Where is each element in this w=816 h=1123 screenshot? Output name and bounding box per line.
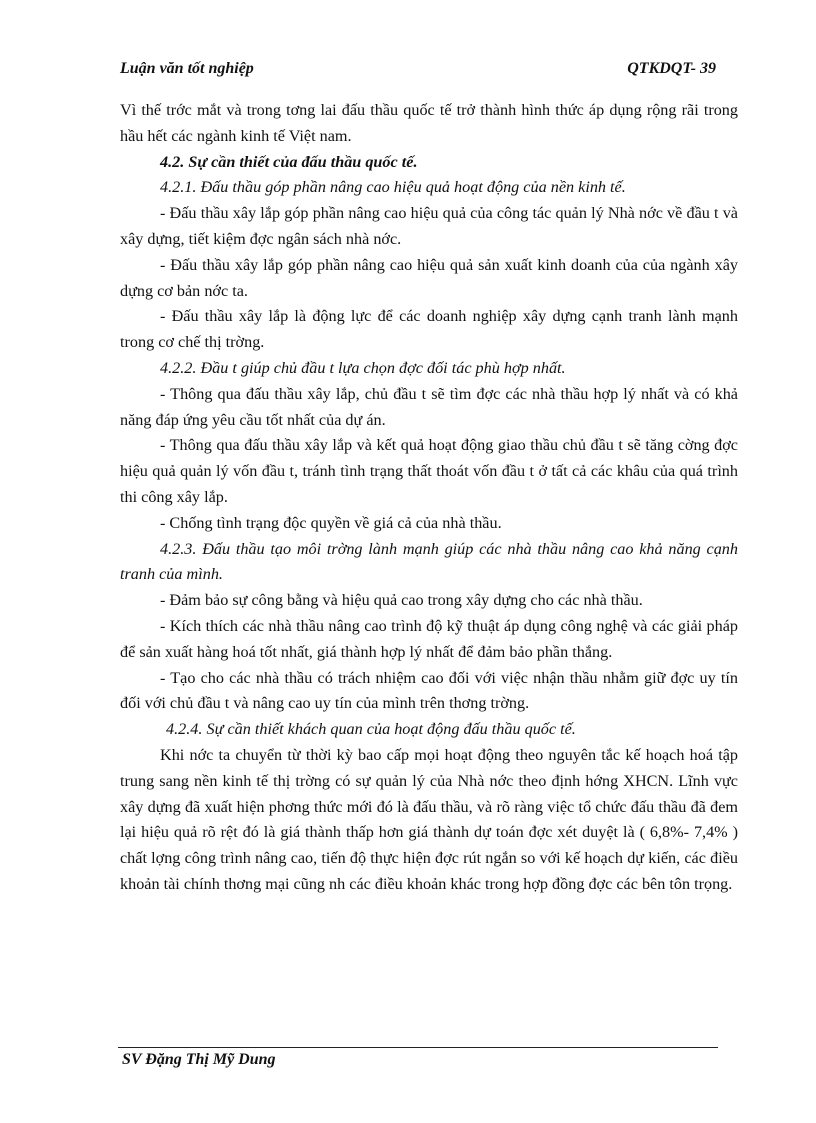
- header-thesis-title: Luận văn tốt nghiệp: [120, 60, 254, 77]
- bullet-paragraph: - Chống tình trạng độc quyền về giá cả của nhà thầu.: [160, 513, 502, 532]
- bullet-paragraph: - Tạo cho các nhà thầu có trách nhiệm cao đối với việc nhận thầu nhằm giữ đợc uy tín đối với chủ đầu t và nâng cao uy tín của mình trên thơng trờng.: [120, 668, 738, 713]
- page-header: [120, 60, 716, 84]
- bullet-paragraph: - Kích thích các nhà thầu nâng cao trình độ kỹ thuật áp dụng công nghệ và các giải pháp để sản xuất hàng hoá tốt nhất, giá thành hợp lý nhất để đảm bảo phần thắng.: [120, 616, 738, 661]
- subsection-heading: 4.2.1. Đấu thầu góp phần nâng cao hiệu quả hoạt động của nền kinh tế.: [160, 178, 626, 197]
- bullet-paragraph: - Thông qua đấu thầu xây lắp, chủ đầu t sẽ tìm đợc các nhà thầu hợp lý nhất và có khả năng đáp ứng yêu cầu tốt nhất của dự án.: [120, 384, 738, 429]
- bullet-paragraph: - Thông qua đấu thầu xây lắp và kết quả hoạt động giao thầu chủ đầu t sẽ tăng cờng đợc hiệu quả quản lý vốn đầu t, tránh tình trạng thất thoát vốn đầu t ở tất cả các khâu của quá trình thi công xây lắp.: [120, 436, 738, 506]
- subsection-heading: 4.2.2. Đầu t giúp chủ đầu t lựa chọn đợc đối tác phù hợp nhất.: [160, 358, 566, 377]
- bullet-paragraph: - Đảm bảo sự công bằng và hiệu quả cao trong xây dựng cho các nhà thầu.: [160, 591, 643, 610]
- footer-author: SV Đặng Thị Mỹ Dung: [122, 1051, 276, 1068]
- section-heading: 4.2. Sự cần thiết của đấu thầu quốc tế.: [160, 152, 418, 171]
- subsection-heading: 4.2.3. Đấu thầu tạo môi trờng lành mạnh giúp các nhà thầu nâng cao khả năng cạnh tranh của mình.: [120, 539, 738, 584]
- bullet-paragraph: - Đấu thầu xây lắp là động lực để các doanh nghiệp xây dựng cạnh tranh lành mạnh trong cơ chế thị trờng.: [120, 307, 738, 352]
- footer-divider: [118, 1047, 718, 1048]
- bullet-paragraph: - Đấu thầu xây lắp góp phần nâng cao hiệu quả của công tác quản lý Nhà nớc về đầu t và xây dựng, tiết kiệm đợc ngân sách nhà nớc.: [120, 204, 738, 248]
- bullet-paragraph: - Đấu thầu xây lắp góp phần nâng cao hiệu quả sản xuất kinh doanh của của ngành xây dựng cơ bản nớc ta.: [120, 255, 738, 300]
- document-body: [120, 98, 738, 898]
- body-paragraph: Khi nớc ta chuyển từ thời kỳ bao cấp mọi hoạt động theo nguyên tắc kế hoạch hoá tập trung sang nền kinh tế thị trờng có sự quản lý của Nhà nớc theo định hớng XHCN. Lĩnh vực xây dựng đã xuất hiện phơng thức mới đó là đấu thầu, và rõ ràng việc tổ chức đấu thầu đã đem lại hiệu quả rõ rệt đó là giá thành thấp hơn giá thành dự toán đợc xét duyệt là ( 6,8%- 7,4% ) chất lợng công trình nâng cao, tiến độ thực hiện đợc rút ngắn so với kế hoạch dự kiến, các điều khoản tài chính thơng mại cũng nh các điều khoản khác trong hợp đồng đợc các bên tôn trọng.: [120, 745, 738, 893]
- paragraph: Vì thế trớc mắt và trong tơng lai đấu thầu quốc tế trở thành hình thức áp dụng rộng rãi trong hầu hết các ngành kinh tế Việt nam.: [120, 101, 738, 145]
- subsection-heading: 4.2.4. Sự cần thiết khách quan của hoạt động đấu thầu quốc tế.: [166, 720, 576, 739]
- header-page-code: QTKDQT- 39: [627, 60, 716, 77]
